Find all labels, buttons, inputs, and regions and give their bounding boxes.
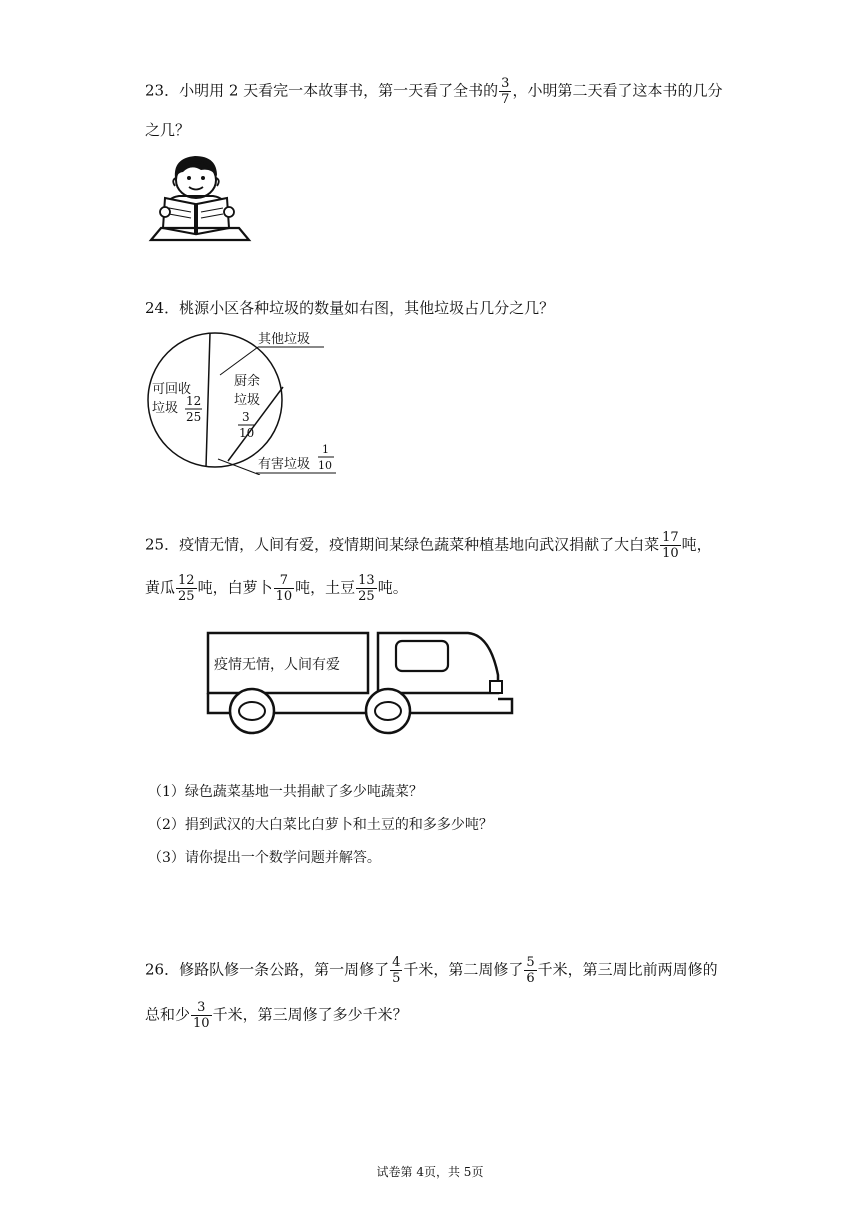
- q23-text-a: 23．小明用 2 天看完一本故事书，第一天看了全书的: [145, 81, 499, 100]
- page-footer: 试卷第 4页，共 5页: [376, 1165, 484, 1179]
- label-recyclable-1: 可回收: [152, 382, 192, 397]
- q24-text: 24．桃源小区各种垃圾的数量如右图，其他垃圾占几分之几？: [145, 299, 555, 317]
- label-kitchen-1: 厨余: [234, 374, 261, 389]
- truck-bumper: [490, 681, 502, 693]
- q25-line1-end: 吨，: [681, 535, 712, 554]
- truck-window: [396, 641, 448, 671]
- radish-label: 吨，白萝卜: [197, 578, 273, 597]
- pie-outline: [148, 333, 282, 467]
- cabbage-fraction: $\frac{17}{10}$: [662, 530, 679, 561]
- garbage-pie-chart: [140, 325, 350, 475]
- recyclable-num: 12: [186, 394, 202, 408]
- truck-illustration: [200, 625, 515, 740]
- q26-text-e: 千米，第三周修了多少千米？: [212, 1005, 408, 1024]
- q23-text-b: ，小明第二天看了这本书的几分: [512, 81, 723, 100]
- q25-sub2: （2）捐到武汉的大白菜比白萝卜和土豆的和多多少吨？: [148, 817, 493, 833]
- leader-other: [220, 347, 258, 375]
- q25-intro: 25．疫情无情，人间有爱，疫情期间某绿色蔬菜种植基地向武汉捐献了大白菜: [145, 535, 660, 554]
- label-other: 其他垃圾: [258, 332, 311, 347]
- label-recyclable-2: 垃圾: [152, 401, 179, 416]
- q26-line2: [145, 1000, 408, 1031]
- harmful-den: 10: [318, 459, 332, 472]
- boy-reading-illustration: [145, 150, 255, 245]
- recyclable-den: 25: [186, 410, 202, 424]
- cucumber-fraction: $\frac{12}{25}$: [178, 573, 195, 604]
- q25-line1: [145, 530, 712, 561]
- potato-label: 吨，土豆: [295, 578, 356, 597]
- cucumber-label: 黄瓜: [145, 578, 176, 597]
- q25-line2: [145, 573, 408, 604]
- q26-text-d: 总和少: [145, 1005, 191, 1024]
- label-harmful: 有害垃圾: [258, 457, 311, 472]
- q23-line1: [145, 76, 722, 107]
- q26-text-a: 26．修路队修一条公路，第一周修了: [145, 960, 390, 979]
- q26-text-b: 千米，第二周修了: [403, 960, 524, 979]
- pie-divider-recyclable: [206, 333, 210, 467]
- q23-line2: 之几？: [145, 121, 191, 139]
- q25-line2-end: 吨。: [377, 578, 408, 597]
- q25-sub1: （1）绿色蔬菜基地一共捐献了多少吨蔬菜？: [148, 784, 423, 800]
- truck-slogan: 疫情无情，人间有爱: [214, 657, 340, 673]
- label-kitchen-2: 垃圾: [234, 393, 261, 408]
- q25-sub3: （3）请你提出一个数学问题并解答。: [148, 850, 381, 866]
- q26-fraction-1: $\frac{4}{5}$: [392, 955, 401, 986]
- potato-fraction: $\frac{13}{25}$: [358, 573, 375, 604]
- kitchen-num: 3: [242, 410, 250, 424]
- radish-fraction: $\frac{7}{10}$: [275, 573, 293, 604]
- q26-fraction-2: $\frac{5}{6}$: [526, 955, 535, 986]
- harmful-num: 1: [322, 443, 329, 456]
- q26-line1: [145, 955, 718, 986]
- kitchen-den: 10: [239, 426, 255, 440]
- q26-fraction-3: $\frac{3}{10}$: [193, 1000, 210, 1031]
- q23-fraction: $\frac{3}{7}$: [501, 76, 510, 107]
- q26-text-c: 千米，第三周比前两周修的: [537, 960, 718, 979]
